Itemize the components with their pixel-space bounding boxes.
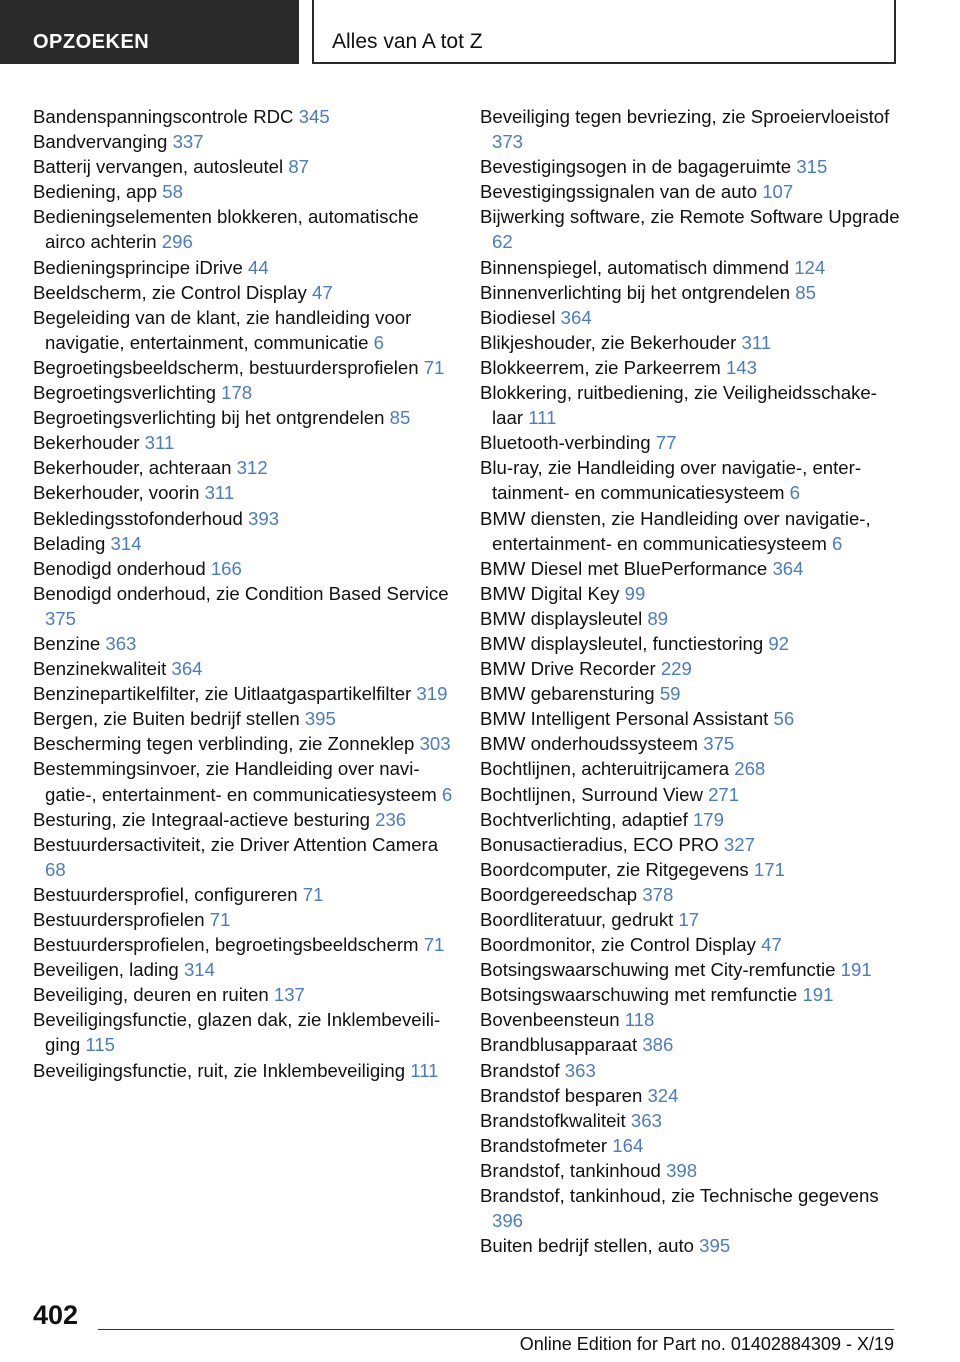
page-reference-link[interactable]: 191	[802, 984, 834, 1006]
page-reference-link[interactable]: 395	[304, 708, 336, 730]
page-reference-link[interactable]: 314	[183, 959, 215, 981]
index-entry	[33, 681, 453, 706]
index-term: Beveiligingsfunctie, ruit, zie Inklembeveiliging	[33, 1059, 406, 1081]
index-term: Boordmonitor, zie Control Display	[480, 934, 756, 956]
index-entry	[480, 631, 900, 656]
index-entry	[33, 531, 453, 556]
page-reference-link[interactable]: 85	[389, 407, 411, 429]
index-term: BMW displaysleutel, functiestoring	[480, 632, 764, 654]
page-reference-link[interactable]: 337	[172, 131, 204, 153]
index-entry	[33, 179, 453, 204]
index-entry	[33, 204, 453, 254]
index-term: Boordcomputer, zie Ritgegevens	[480, 858, 749, 880]
index-entry	[480, 731, 900, 756]
index-entry	[33, 506, 453, 531]
index-entry	[33, 104, 453, 129]
index-term: Botsingswaarschuwing met City-remfunctie	[480, 959, 836, 981]
page-reference-link[interactable]: 124	[794, 256, 826, 278]
page-reference-link[interactable]: 71	[209, 909, 231, 930]
index-entry	[480, 506, 900, 556]
index-term: Blokkeerrem, zie Parkeerrem	[480, 356, 721, 378]
page-reference-link[interactable]: 395	[699, 1235, 731, 1257]
page-reference-link[interactable]: 143	[725, 356, 757, 378]
index-entry	[480, 355, 900, 380]
index-term: BMW Digital Key	[480, 582, 620, 604]
index-term: Begroetingsverlichting bij het ontgrendelen	[33, 407, 385, 429]
page-reference-link[interactable]: 92	[768, 632, 790, 654]
index-term: Bediening, app	[33, 181, 158, 203]
index-term: Bekerhouder, achteraan	[33, 457, 232, 479]
index-entry	[480, 204, 900, 254]
page-reference-link[interactable]: 166	[210, 557, 242, 579]
index-entry	[480, 656, 900, 681]
index-entry	[33, 756, 453, 806]
index-entry	[480, 681, 900, 706]
index-entry	[480, 581, 900, 606]
index-term: Biodiesel	[480, 306, 556, 328]
index-entry	[33, 581, 453, 631]
index-term: Beveiligingsfunctie, glazen dak, zie Inklembeveiliging	[33, 1009, 441, 1056]
index-term: Bergen, zie Buiten bedrijf stellen	[33, 708, 300, 730]
index-term: Bevestigingsogen in de bagageruimte	[480, 156, 792, 178]
index-entry	[33, 982, 453, 1007]
index-term: Beveiliging tegen bevriezing, zie Sproeiervloeistof	[480, 106, 890, 127]
index-entry	[480, 957, 900, 982]
index-term: Botsingswaarschuwing met remfunctie	[480, 984, 798, 1006]
index-term: Boordliteratuur, gedrukt	[480, 909, 674, 930]
page-reference-link[interactable]: 375	[45, 607, 77, 629]
index-term: Bekledingsstofonderhoud	[33, 507, 243, 529]
page-reference-link[interactable]: 89	[647, 607, 669, 629]
page-reference-link[interactable]: 393	[248, 507, 280, 529]
index-entry	[33, 1007, 453, 1057]
page-reference-link[interactable]: 47	[312, 281, 333, 303]
index-term: Bedieningselementen blokkeren, automatische airco achterin	[33, 206, 419, 253]
index-column-left	[33, 104, 453, 1083]
index-entry	[480, 982, 900, 1007]
page-reference-link[interactable]: 315	[796, 156, 828, 178]
index-term: BMW diensten, zie Handleiding over navigatie-, entertainment- en communicatiesysteem	[480, 507, 871, 554]
index-entry	[33, 807, 453, 832]
index-entry	[480, 1083, 900, 1108]
index-term: Benzinepartikelfilter, zie Uitlaatgaspartikelfilter	[33, 683, 412, 705]
index-entry	[33, 882, 453, 907]
page-reference-link[interactable]: 229	[660, 658, 692, 680]
index-entry	[33, 405, 453, 430]
page-reference-link[interactable]: 268	[734, 758, 766, 780]
index-entry	[480, 1158, 900, 1183]
index-term: BMW onderhoudssysteem	[480, 733, 699, 755]
page-reference-link[interactable]: 115	[85, 1034, 115, 1056]
index-entry	[33, 480, 453, 505]
index-entry	[33, 380, 453, 405]
page-reference-link[interactable]: 56	[773, 708, 795, 730]
page-reference-link[interactable]: 71	[423, 934, 445, 956]
index-term: Begroetingsverlichting	[33, 382, 216, 404]
index-term: Besturing, zie Integraal-actieve besturing	[33, 808, 370, 830]
index-term: Bochtlijnen, Surround View	[480, 783, 703, 805]
index-entry	[33, 355, 453, 380]
page-reference-link[interactable]: 396	[492, 1210, 524, 1232]
index-entry	[33, 556, 453, 581]
index-term: Brandblusapparaat	[480, 1034, 638, 1056]
index-entry	[480, 104, 900, 154]
page-reference-link[interactable]: 364	[560, 306, 592, 328]
index-term: Brandstofkwaliteit	[480, 1109, 626, 1131]
page-reference-link[interactable]: 111	[410, 1059, 439, 1081]
index-term: Bestuurdersprofielen	[33, 909, 205, 930]
index-entry	[33, 631, 453, 656]
index-entry	[480, 430, 900, 455]
index-term: Beveiliging, deuren en ruiten	[33, 984, 269, 1006]
index-entry	[480, 455, 900, 505]
page-reference-link[interactable]: 364	[772, 557, 804, 579]
index-term: Bijwerking software, zie Remote Software Upgrade	[480, 206, 900, 228]
index-entry	[33, 255, 453, 280]
index-entry	[480, 1108, 900, 1133]
page-reference-link[interactable]: 6	[789, 482, 800, 504]
index-term: Bescherming tegen verblinding, zie Zonneklep	[33, 733, 415, 755]
index-entry	[480, 1183, 900, 1233]
index-term: Benzine	[33, 632, 101, 654]
page-reference-link[interactable]: 85	[795, 281, 816, 303]
index-entry	[480, 807, 900, 832]
page-reference-link[interactable]: 378	[642, 883, 674, 905]
index-term: BMW Intelligent Personal Assistant	[480, 708, 769, 730]
page-reference-link[interactable]: 111	[528, 407, 557, 429]
index-entry	[480, 857, 900, 882]
index-term: Bevestigingssignalen van de auto	[480, 181, 758, 203]
page-reference-link[interactable]: 398	[666, 1159, 698, 1181]
page-reference-link[interactable]: 386	[642, 1034, 674, 1056]
page-reference-link[interactable]: 62	[492, 231, 513, 253]
index-entry	[480, 556, 900, 581]
index-term: Brandstof besparen	[480, 1084, 643, 1106]
index-entry	[480, 154, 900, 179]
index-entry	[33, 455, 453, 480]
index-entry	[33, 430, 453, 455]
index-term: Binnenspiegel, automatisch dimmend	[480, 256, 790, 278]
page-reference-link[interactable]: 375	[703, 733, 735, 755]
page-reference-link[interactable]: 71	[423, 356, 445, 378]
index-entry	[33, 129, 453, 154]
index-entry	[33, 154, 453, 179]
index-term: Batterij vervangen, autosleutel	[33, 156, 284, 178]
page-reference-link[interactable]: 324	[647, 1084, 679, 1106]
index-term: Begroetingsbeeldscherm, bestuurdersprofielen	[33, 356, 419, 378]
page-reference-link[interactable]: 363	[105, 632, 137, 654]
page-reference-link[interactable]: 58	[162, 181, 183, 203]
page-reference-link[interactable]: 44	[247, 256, 269, 278]
page-reference-link[interactable]: 311	[204, 482, 235, 504]
page-reference-link[interactable]: 319	[416, 683, 448, 705]
page-reference-link[interactable]: 164	[612, 1134, 644, 1156]
index-entry	[480, 932, 900, 957]
index-term: Binnenverlichting bij het ontgrendelen	[480, 281, 791, 303]
index-term: Brandstof, tankinhoud	[480, 1159, 661, 1181]
page-reference-link[interactable]: 47	[761, 934, 782, 956]
index-term: Brandstof, tankinhoud, zie Technische gegevens	[480, 1185, 879, 1207]
index-term: Beeldscherm, zie Control Display	[33, 281, 307, 303]
index-entry	[480, 1133, 900, 1158]
page-reference-link[interactable]: 71	[302, 883, 324, 905]
page-reference-link[interactable]: 99	[624, 582, 646, 604]
index-term: Bedieningsprincipe iDrive	[33, 256, 243, 278]
index-term: Bestuurdersprofiel, configureren	[33, 883, 298, 905]
page-reference-link[interactable]: 77	[655, 432, 677, 454]
index-entry	[33, 907, 453, 932]
page-reference-link[interactable]: 191	[840, 959, 872, 981]
page-number: 402	[33, 1300, 79, 1330]
index-entry	[480, 255, 900, 280]
index-entry	[33, 932, 453, 957]
page-reference-link[interactable]: 6	[832, 532, 843, 554]
index-entry	[480, 1032, 900, 1057]
index-term: Benzinekwaliteit	[33, 658, 167, 680]
page-reference-link[interactable]: 17	[678, 909, 700, 930]
chapter-tab: Alles van A tot Z	[312, 0, 896, 64]
index-entry	[480, 756, 900, 781]
page-reference-link[interactable]: 6	[441, 783, 453, 805]
index-term: Boordgereedschap	[480, 883, 638, 905]
index-entry	[33, 1058, 453, 1083]
index-entry	[33, 957, 453, 982]
index-term: Brandstofmeter	[480, 1134, 608, 1156]
index-term: Blikjeshouder, zie Bekerhouder	[480, 331, 737, 353]
page-reference-link[interactable]: 179	[692, 808, 724, 830]
index-term: Belading	[33, 532, 106, 554]
page-reference-link[interactable]: 345	[298, 106, 330, 127]
index-entry	[33, 832, 453, 882]
page-reference-link[interactable]: 296	[161, 231, 193, 253]
index-entry	[480, 606, 900, 631]
index-entry	[480, 706, 900, 731]
page-reference-link[interactable]: 327	[723, 833, 755, 855]
page-reference-link[interactable]: 171	[753, 858, 785, 880]
index-entry	[480, 280, 900, 305]
index-term: BMW Diesel met BluePerformance	[480, 557, 768, 579]
index-entry	[480, 1233, 900, 1258]
page-reference-link[interactable]: 118	[624, 1009, 655, 1031]
index-entry	[33, 706, 453, 731]
index-entry	[480, 882, 900, 907]
page-reference-link[interactable]: 314	[110, 532, 142, 554]
page-reference-link[interactable]: 68	[45, 858, 66, 880]
index-term: Bandenspanningscontrole RDC	[33, 106, 294, 127]
index-term: Brandstof	[480, 1059, 560, 1081]
index-entry	[33, 656, 453, 681]
index-term: Bekerhouder, voorin	[33, 482, 200, 504]
index-term: BMW Drive Recorder	[480, 658, 656, 680]
page-reference-link[interactable]: 303	[419, 733, 451, 755]
page-reference-link[interactable]: 373	[492, 131, 524, 153]
index-entry	[480, 330, 900, 355]
page-reference-link[interactable]: 87	[288, 156, 309, 178]
page-reference-link[interactable]: 178	[221, 382, 253, 404]
index-entry	[480, 380, 900, 430]
index-entry	[480, 179, 900, 204]
footer-divider	[98, 1329, 894, 1330]
index-term: Bestemmingsinvoer, zie Handleiding over navigatie-, entertainment- en communicatiesysteem	[33, 758, 437, 805]
index-term: Bochtverlichting, adaptief	[480, 808, 688, 830]
page-reference-link[interactable]: 271	[708, 783, 740, 805]
page-reference-link[interactable]: 363	[630, 1109, 662, 1131]
index-term: Bestuurdersprofielen, begroetingsbeeldscherm	[33, 934, 419, 956]
index-entry	[33, 731, 453, 756]
index-term: Bovenbeensteun	[480, 1009, 620, 1031]
index-term: Bochtlijnen, achteruitrijcamera	[480, 758, 730, 780]
index-term: Blu-ray, zie Handleiding over navigatie-, entertainment- en communicatiesysteem	[480, 457, 862, 504]
index-term: Bandvervanging	[33, 131, 168, 153]
index-term: Bestuurdersactiviteit, zie Driver Attention Camera	[33, 833, 439, 855]
page-reference-link[interactable]: 107	[762, 181, 794, 203]
section-tab: OPZOEKEN	[0, 0, 299, 64]
index-term: Buiten bedrijf stellen, auto	[480, 1235, 694, 1257]
index-column-right	[480, 104, 900, 1258]
index-entry	[480, 832, 900, 857]
index-entry	[33, 280, 453, 305]
page-reference-link[interactable]: 363	[564, 1059, 596, 1081]
page-reference-link[interactable]: 59	[659, 683, 681, 705]
index-term: Bekerhouder	[33, 432, 140, 454]
index-term: Blokkering, ruitbediening, zie Veiligheidsschakelaar	[480, 382, 877, 429]
index-entry	[480, 305, 900, 330]
index-term: Benodigd onderhoud, zie Condition Based Service	[33, 582, 449, 604]
index-term: Bluetooth-verbinding	[480, 432, 651, 454]
index-entry	[480, 907, 900, 932]
page-reference-link[interactable]: 312	[236, 457, 268, 479]
index-entry	[480, 1007, 900, 1032]
page-reference-link[interactable]: 311	[741, 331, 772, 353]
page-reference-link[interactable]: 137	[273, 984, 305, 1006]
index-entry	[480, 782, 900, 807]
index-term: Bonusactieradius, ECO PRO	[480, 833, 719, 855]
page-reference-link[interactable]: 364	[171, 658, 203, 680]
edition-note: Online Edition for Part no. 01402884309 - X/19	[519, 1334, 894, 1354]
index-term: Benodigd onderhoud	[33, 557, 206, 579]
page-reference-link[interactable]: 311	[144, 432, 175, 454]
index-term: Beveiligen, lading	[33, 959, 179, 981]
page-reference-link[interactable]: 236	[375, 808, 407, 830]
index-term: Begeleiding van de klant, zie handleiding voor navigatie, entertainment, communicatie	[33, 306, 412, 353]
index-term: BMW gebarensturing	[480, 683, 655, 705]
index-term: BMW displaysleutel	[480, 607, 643, 629]
page-reference-link[interactable]: 6	[373, 331, 385, 353]
index-entry	[480, 1058, 900, 1083]
index-entry	[33, 305, 453, 355]
